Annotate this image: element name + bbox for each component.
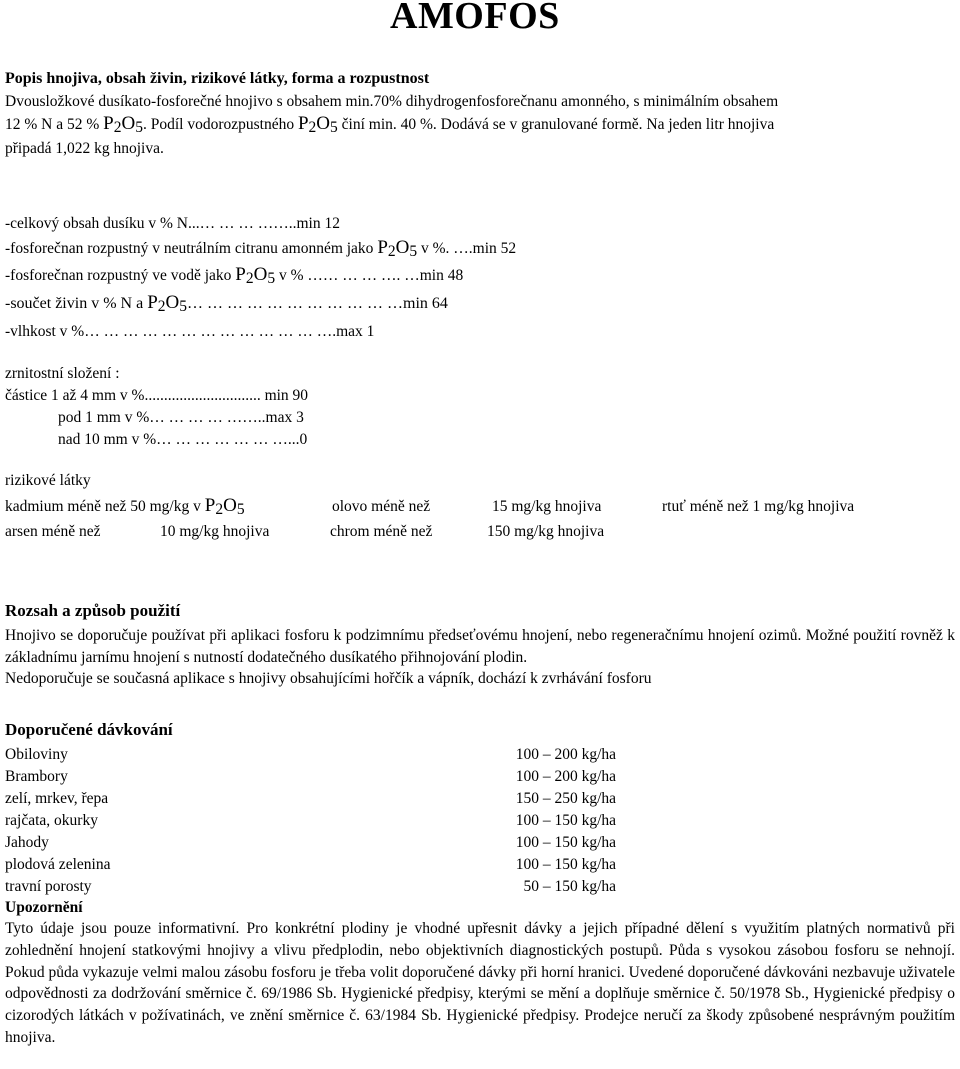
- intro-line-2-c: činí min. 40 %. Dodává se v granulované formě. Na jeden litr hnojiva: [337, 116, 775, 133]
- risk-lead: olovo méně než: [332, 498, 431, 515]
- dosage-crop: zelí, mrkev, řepa: [5, 790, 109, 807]
- risk-chromium-value: 150 mg/kg hnojiva: [487, 523, 605, 540]
- warning-text: Tyto údaje jsou pouze informativní. Pro konkrétní plodiny je vhodné upřesnit dávky a jejich případné dělení s využitím platných normativů při zohlednění hnojení statkovými hnojivy a vlivu předplodin, nebo objektivních diagnostických postupů. Půda s vysokou zásobou fosforu se nehnojí. Pokud půda vykazuje velmi malou zásobu fosforu je třeba volit doporučené dávky při horní hranici. Uvedené doporučené dávkováni nezbavuje uživatele odpovědnosti za dodržování směrnice č. 69/1986 Sb. Hygienické předpisy, kterými se mění a doplňuje směrnice č. 50/1978 Sb., Hygienické předpisy o cizorodých látkách v požívatinách, ve znění směrnice č. 63/1984 Sb. Hygienické předpisy. Prodejce neručí za škody způsobené nesprávným použitím hnojiva.: [5, 920, 955, 1046]
- spec-moisture: -vlhkost v %… … … … … … … … … … … … ….max 1: [5, 323, 375, 340]
- formula-o: O: [253, 264, 268, 285]
- usage-heading: Rozsah a způsob použití: [5, 601, 181, 620]
- formula-o: O: [395, 237, 410, 258]
- intro-heading: Popis hnojiva, obsah živin, rizikové látky, forma a rozpustnost: [5, 70, 430, 87]
- risk-mercury: rtuť méně než 1 mg/kg hnojiva: [662, 498, 855, 515]
- dosage-amount: 150 – 250 kg/ha: [515, 790, 616, 807]
- usage-text-2: Nedoporučuje se současná aplikace s hnojivy obsahujícími hořčík a vápník, dochází k zvrhávání fosforu: [5, 670, 652, 687]
- dosage-crop: Brambory: [5, 768, 68, 785]
- warning-heading: Upozornění: [5, 899, 83, 916]
- spec-sum-value: … … … … … … … … … … …min 64: [187, 295, 448, 312]
- granulometry-row-1: částice 1 až 4 mm v %.............................. min 90: [5, 387, 309, 404]
- formula-5: 5: [135, 119, 143, 136]
- formula-o: O: [316, 113, 331, 134]
- page-title: AMOFOS: [390, 0, 560, 37]
- formula-p: P: [235, 264, 246, 285]
- intro-line-2: [5, 114, 774, 134]
- dosage-amount: 100 – 200 kg/ha: [515, 768, 616, 785]
- dosage-crop: plodová zelenina: [5, 856, 111, 873]
- intro-line-3: připadá 1,022 kg hnojiva.: [5, 140, 164, 157]
- intro-line-2-a: 12 % N a 52 %: [5, 116, 104, 133]
- formula-5: 5: [330, 119, 338, 136]
- granulometry-row-3: nad 10 mm v %… … … … … … …...0: [58, 431, 308, 448]
- formula-p: P: [147, 292, 158, 313]
- risk-lead-value: 15 mg/kg hnojiva: [492, 498, 602, 515]
- formula-2: 2: [387, 243, 396, 260]
- formula-5: 5: [236, 501, 245, 518]
- spec-sum-label: -součet živin v % N a: [5, 295, 148, 312]
- formula-2: 2: [113, 119, 122, 136]
- formula-p: P: [297, 113, 309, 134]
- formula-o: O: [223, 495, 237, 516]
- formula-o: O: [121, 113, 136, 134]
- spec-nitrogen: -celkový obsah dusíku v % N...… … … ……..min 12: [5, 215, 340, 232]
- risk-cadmium: [5, 496, 245, 516]
- risk-arsenic: arsen méně než: [5, 523, 101, 540]
- dosage-heading: Doporučené dávkování: [5, 720, 173, 739]
- spec-sum: [5, 293, 448, 313]
- spec-phos-citrate-label: -fosforečnan rozpustný v neutrálním citranu amonném jako: [5, 240, 378, 257]
- granulometry-heading: zrnitostní složení :: [5, 365, 120, 382]
- granulometry-row-2: pod 1 mm v %… … … … ……..max 3: [58, 409, 304, 426]
- spec-phos-water: [5, 265, 463, 285]
- risk-heading: rizikové látky: [5, 472, 91, 489]
- risk-arsenic-value: 10 mg/kg hnojiva: [160, 523, 270, 540]
- dosage-amount: 100 – 150 kg/ha: [515, 856, 616, 873]
- formula-p: P: [103, 113, 114, 134]
- formula-2: 2: [245, 270, 254, 287]
- formula-5: 5: [267, 270, 276, 287]
- risk-cadmium-text: kadmium méně než 50 mg/kg v: [5, 498, 205, 515]
- formula-2: 2: [215, 501, 224, 518]
- formula-o: O: [165, 292, 180, 313]
- spec-phos-citrate: [5, 238, 516, 258]
- intro-line-1: Dvousložkové dusíkato-fosforečné hnojivo s obsahem min.70% dihydrogenfosforečnanu amonného, s minimálním obsahem: [5, 93, 779, 110]
- usage-text: Hnojivo se doporučuje používat při aplikaci fosforu k podzimnímu předseťovému hnojení, nebo regeneračnímu hnojení ozimů. Možné použití rovněž k základnímu jarnímu hnojení s nutností dodatečného dusíkatého přihnojování plodin.: [5, 627, 955, 666]
- formula-5: 5: [409, 243, 418, 260]
- formula-2: 2: [157, 298, 166, 315]
- spec-phos-citrate-value: v %. ….min 52: [417, 240, 517, 257]
- dosage-amount: 50 – 150 kg/ha: [523, 878, 616, 895]
- dosage-crop: rajčata, okurky: [5, 812, 98, 829]
- dosage-crop: Obiloviny: [5, 746, 68, 763]
- dosage-amount: 100 – 200 kg/ha: [515, 746, 616, 763]
- dosage-amount: 100 – 150 kg/ha: [515, 834, 616, 851]
- intro-line-2-b: . Podíl vodorozpustného: [142, 116, 298, 133]
- formula-p: P: [377, 237, 388, 258]
- formula-2: 2: [308, 119, 317, 136]
- dosage-amount: 100 – 150 kg/ha: [515, 812, 616, 829]
- formula-5: 5: [179, 298, 187, 315]
- spec-phos-water-value: v % …… … … …. …min 48: [275, 267, 464, 284]
- dosage-crop: Jahody: [5, 834, 49, 851]
- formula-p: P: [204, 495, 216, 516]
- risk-chromium: chrom méně než: [330, 523, 433, 540]
- dosage-crop: travní porosty: [5, 878, 92, 895]
- spec-phos-water-label: -fosforečnan rozpustný ve vodě jako: [5, 267, 236, 284]
